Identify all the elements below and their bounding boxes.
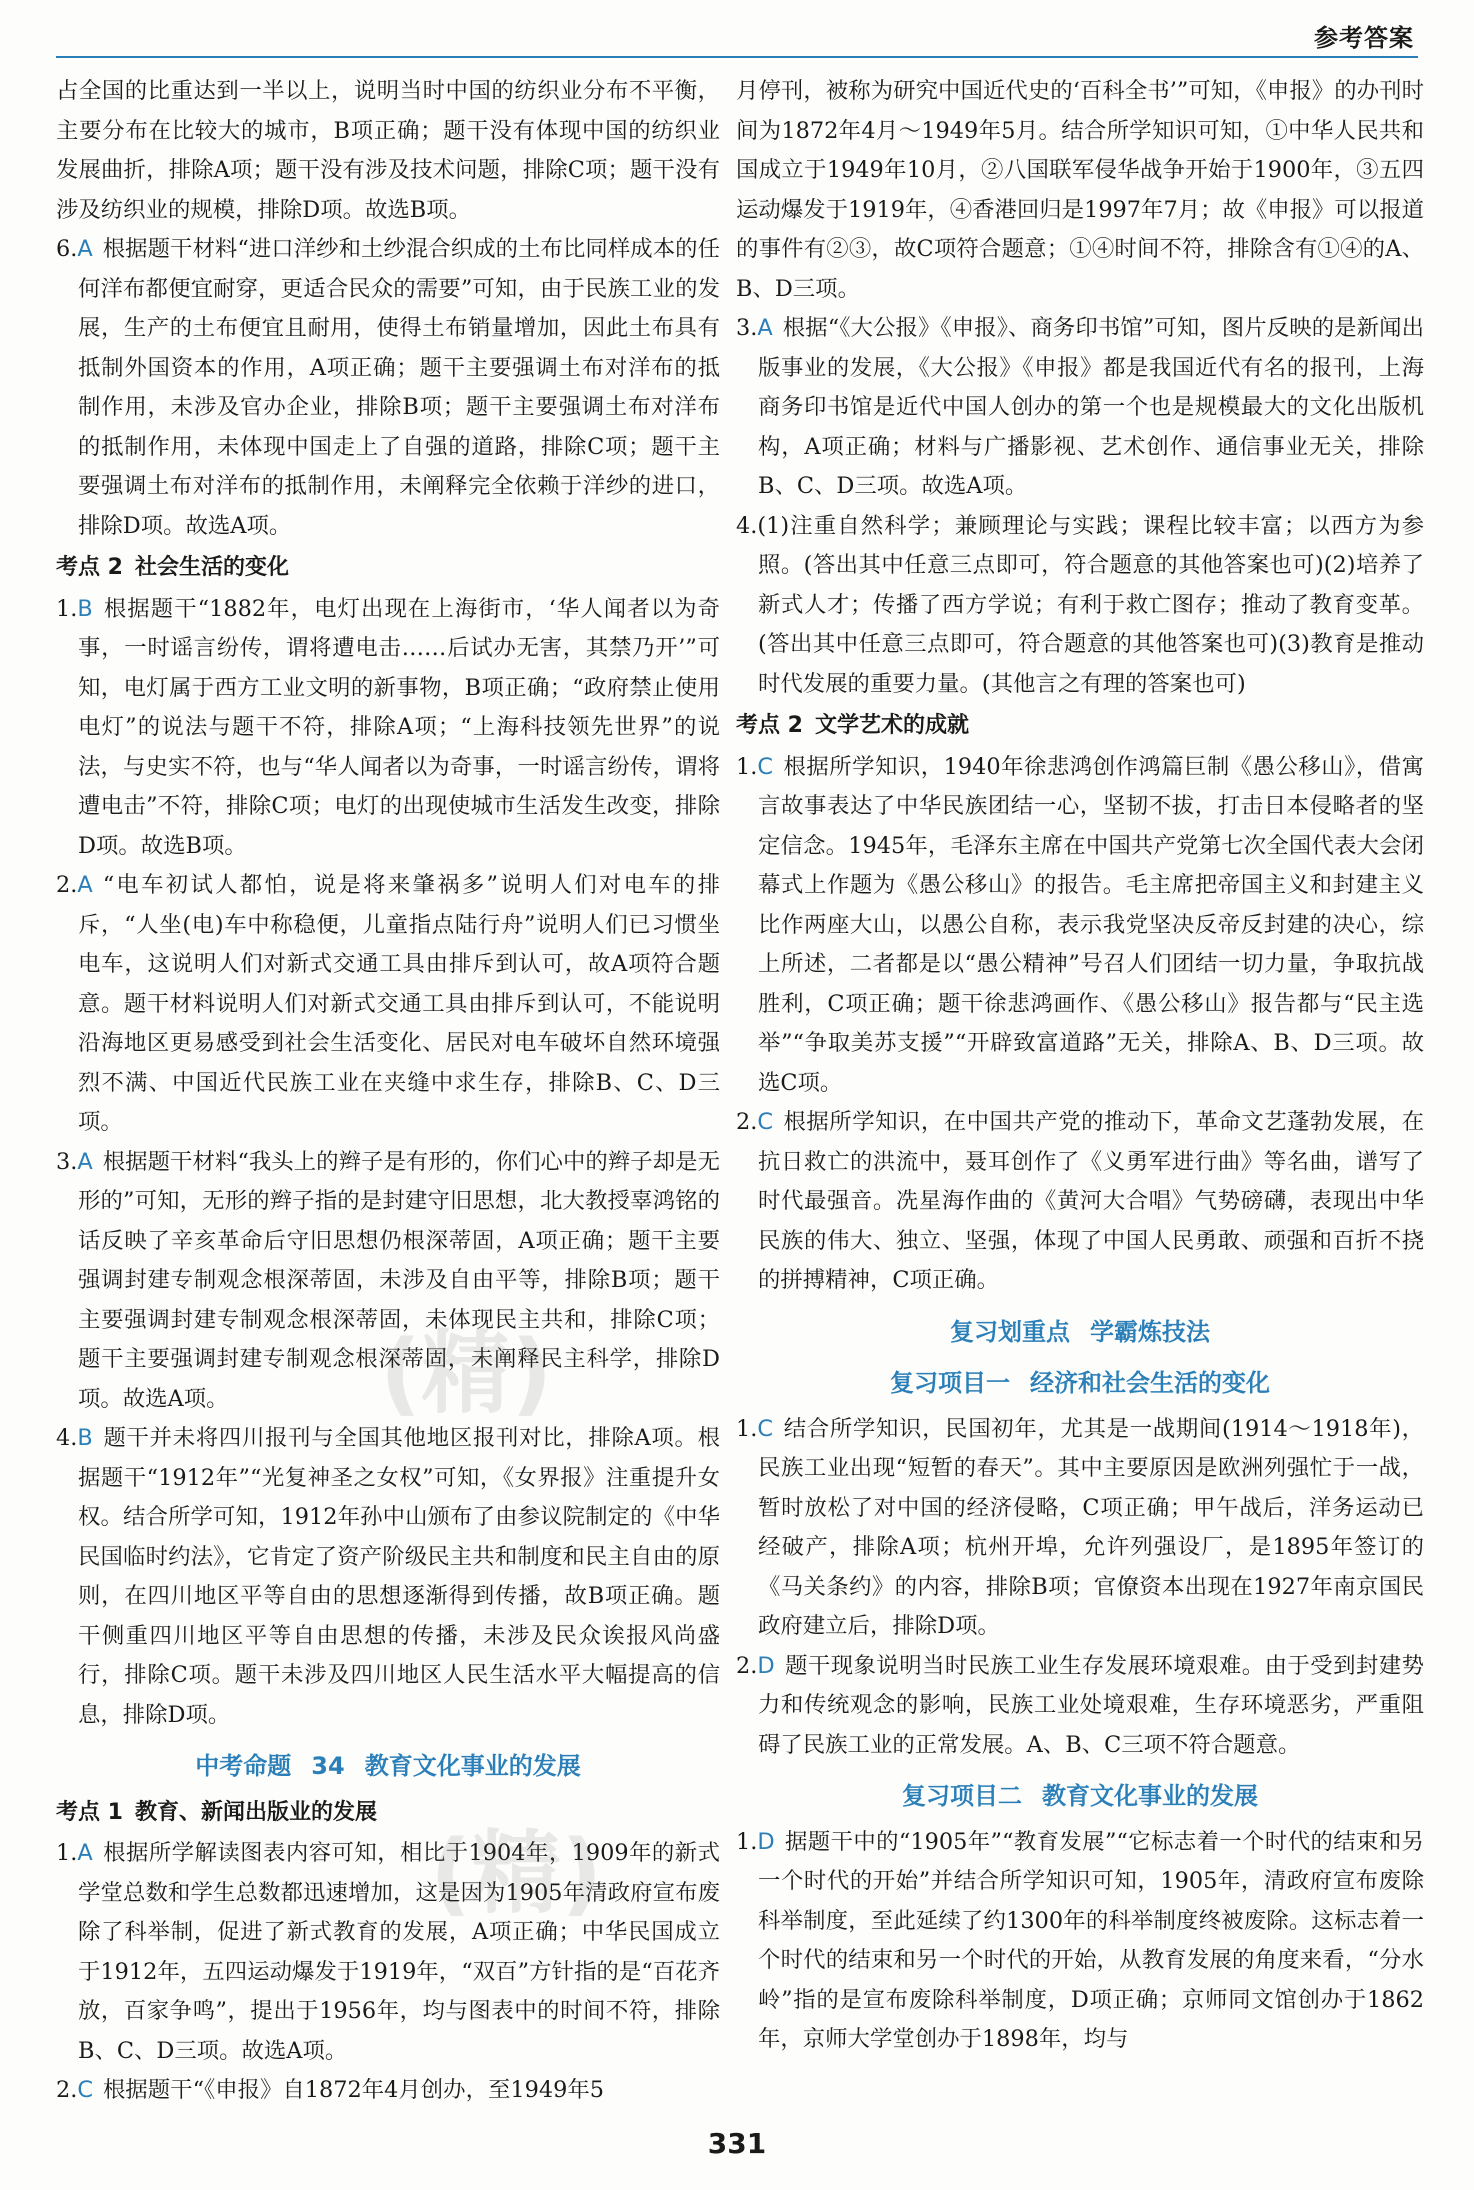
- watermark: (精): [380, 1321, 553, 1426]
- question-4: 4.B 题干并未将四川报刊与全国其他地区报刊对比，排除A项。根据题干“1912年”“光复神圣之女权”可知，《女界报》注重提升女权。结合所学可知，1912年孙中山颁布了由参议院制定的《中华民国临时约法》，它肯定了资产阶级民主共和制度和民主自由的原则，在四川地区平等自由的思想逐渐得到传播，故B项正确。题干侧重四川地区平等自由思想的传播，未涉及民众诶报风尚盛行，排除C项。题干未涉及四川地区人民生活水平大幅提高的信息，排除D项。: [56, 1425, 720, 1728]
- answer-letter: A: [757, 315, 773, 341]
- question-3: 3.A 根据题干材料“我头上的辫子是有形的，你们心中的辫子却是无形的”可知，无形的辫子指的是封建守旧思想，北大教授辜鸿铭的话反映了辛亥革命后守旧思想仍根深蒂固，A项正确；题干主要强调封建专制观念根深蒂固，未涉及自由平等，排除B项；题干主要强调封建专制观念根深蒂固，未体现民主共和，排除C项；题干主要强调封建专制观念根深蒂固，未阐释民主科学，排除D项。故选A项。: [56, 1148, 720, 1412]
- question-1: 1.D 据题干中的“1905年”“教育发展”“它标志着一个时代的结束和另一个时代的开始”并结合所学知识可知，1905年，清政府宣布废除科举制度，至此延续了约1300年的科举制度终被废除。这标志着一个时代的结束和另一个时代的开始，从教育发展的角度来看，“分水岭”指的是宣布废除科举制度，D项正确；京师同文馆创办于1862年，京师大学堂创办于1898年，均与: [736, 1828, 1424, 2052]
- kaodian-heading: 考点 1 教育、新闻出版业的发展: [56, 1799, 377, 1825]
- answer-letter: D: [757, 1652, 775, 1679]
- question-1: 1.B 根据题干“1882年，电灯出现在上海街市，‘华人闻者以为奇事，一时谣言纷传，谓将遭电击……后试办无害，其禁乃开’”可知，电灯属于西方工业文明的新事物，B项正确；“政府禁止使用电灯”的说法与题干不符，排除A项；“上海科技领先世界”的说法，与史实不符，也与“华人闻者以为奇事，一时谣言纷传，谓将遭电击”不符，排除C项；电灯的出现使城市生活发生改变，排除D项。故选B项。: [56, 595, 720, 859]
- kaodian-heading: 考点 2 社会生活的变化: [56, 555, 289, 580]
- answer-letter: A: [77, 872, 93, 898]
- right-intro: 月停刊，被称为研究中国近代史的‘百科全书’”可知，《申报》的办刊时间为1872年4月～1949年5月。结合所学知识可知，①中华人民共和国成立于1949年10月，②八国联军侵华战争开始于1900年，③五四运动爆发于1919年，④香港回归是1997年7月；故《申报》可以报道的事件有②③，故C项符合题意；①④时间不符，排除含有①④的A、B、D三项。: [736, 78, 1424, 302]
- question-6: 6.A 根据题干材料“进口洋纱和土纱混合织成的土布比同样成本的任何洋布都便宜耐穿，更适合民众的需要”可知，由于民族工业的发展，生产的土布便宜且耐用，使得土布销量增加，因此土布具有抵制外国资本的作用，A项正确；题干主要强调土布对洋布的抵制作用，未涉及官办企业，排除B项；题干主要强调土布对洋布的抵制作用，未体现中国走上了自强的道路，排除C项；题干主要强调土布对洋布的抵制作用，未阐释完全依赖于洋纱的进口，排除D项。故选A项。: [56, 236, 720, 539]
- section-title-project-1: 复习项目一 经济和社会生活的变化: [890, 1369, 1270, 1397]
- answer-letter: C: [757, 1415, 774, 1442]
- question-1: 1.C 结合所学知识，民国初年，尤其是一战期间(1914～1918年)，民族工业出现“短暂的春天”。其中主要原因是欧洲列强忙于一战，暂时放松了对中国的经济侵略，C项正确；甲午战后，洋务运动已经破产，排除A项；杭州开埠，允许列强设厂，是1895年签订的《马关条约》的内容，排除B项；官僚资本出现在1927年南京国民政府建立后，排除D项。: [736, 1415, 1424, 1639]
- section-title-review: 复习划重点 学霸炼技法: [950, 1317, 1210, 1346]
- answer-letter: C: [757, 1109, 774, 1135]
- right-column: [736, 72, 1424, 2060]
- question-2: 2.D 题干现象说明当时民族工业生存发展环境艰难。由于受到封建势力和传统观念的影响，民族工业处境艰难，生存环境恶劣，严重阻碍了民族工业的正常发展。A、B、C三项不符合题意。: [736, 1652, 1424, 1758]
- question-1: 1.A 根据所学解读图表内容可知，相比于1904年，1909年的新式学堂总数和学生总数都迅速增加，这是因为1905年清政府宣布废除了科举制，促进了新式教育的发展，A项正确；中华民国成立于1912年，五四运动爆发于1919年，“双百”方针指的是“百花齐放，百家争鸣”，提出于1956年，均与图表中的时间不符，排除B、C、D三项。故选A项。: [56, 1840, 720, 2064]
- answer-letter: A: [77, 1148, 93, 1175]
- question-1: 1.C 根据所学知识，1940年徐悲鸿创作鸿篇巨制《愚公移山》，借寓言故事表达了中华民族团结一心，坚韧不拔，打击日本侵略者的坚定信念。1945年，毛泽东主席在中国共产党第七次全国代表大会闭幕式上作题为《愚公移山》的报告。毛主席把帝国主义和封建主义比作两座大山，以愚公自称，表示我党坚决反帝反封建的决心，综上所述，二者都是以“愚公精神”号召人们团结一切力量，争取抗战胜利，C项正确；题干徐悲鸿画作、《愚公移山》报告都与“民主选举”“争取美苏支援”“开辟致富道路”无关，排除A、B、D三项。故选C项。: [736, 753, 1424, 1096]
- question-2: 2.A “电车初试人都怕，说是将来肇祸多”说明人们对电车的排斥，“人坐(电)车中称稳便，儿童指点陆行舟”说明人们已习惯坐电车，这说明人们对新式交通工具由排斥到认可，故A项符合题意。题干材料说明人们对新式交通工具由排斥到认可，不能说明沿海地区更易感受到社会生活变化、居民对电车破坏自然环境强烈不满、中国近代民族工业在夹缝中求生存，排除B、C、D三项。: [56, 872, 720, 1135]
- answer-letter: A: [77, 1840, 93, 1866]
- section-title-34: 中考命题 34 教育文化事业的发展: [195, 1752, 581, 1780]
- answer-letter: C: [757, 753, 774, 780]
- page-number: 331: [707, 2127, 767, 2160]
- header-label: 参考答案: [1314, 24, 1414, 52]
- answer-letter: B: [77, 595, 93, 622]
- question-3: 3.A 根据“《大公报》《申报》、商务印书馆”可知，图片反映的是新闻出版事业的发展，《大公报》《申报》都是我国近代有名的报刊，上海商务印书馆是近代中国人创办的第一个也是规模最大的文化出版机构，A项正确；材料与广播影视、艺术创作、通信事业无关，排除B、C、D三项。故选A项。: [736, 315, 1424, 499]
- header-rule: [56, 56, 1418, 58]
- watermark: (精): [430, 1821, 603, 1926]
- question-4: 4.(1)注重自然科学；兼顾理论与实践；课程比较丰富；以西方为参照。(答出其中任意三点即可，符合题意的其他答案也可)(2)培养了新式人才；传播了西方学说；有利于救亡图存；推动了教育变革。(答出其中任意三点即可，符合题意的其他答案也可)(3)教育是推动时代发展的重要力量。(其他言之有理的答案也可): [736, 512, 1424, 697]
- answer-letter: B: [77, 1425, 93, 1451]
- kaodian-heading: 考点 2 文学艺术的成就: [736, 713, 969, 738]
- left-column: [56, 72, 720, 2111]
- answer-letter: D: [757, 1828, 775, 1855]
- answer-letter: C: [77, 2077, 94, 2103]
- left-intro: 占全国的比重达到一半以上，说明当时中国的纺织业分布不平衡，主要分布在比较大的城市，B项正确；题干没有体现中国的纺织业发展曲折，排除A项；题干没有涉及技术问题，排除C项；题干没有涉及纺织业的规模，排除D项。故选B项。: [56, 78, 720, 223]
- answer-letter: A: [77, 236, 93, 262]
- question-2: 2.C 根据题干“《申报》自1872年4月创办，至1949年5: [56, 2077, 604, 2103]
- section-title-project-2: 复习项目二 教育文化事业的发展: [902, 1782, 1258, 1810]
- question-2: 2.C 根据所学知识，在中国共产党的推动下，革命文艺蓬勃发展，在抗日救亡的洪流中，聂耳创作了《义勇军进行曲》等名曲，谱写了时代最强音。冼星海作曲的《黄河大合唱》气势磅礴，表现出中华民族的伟大、独立、坚强，体现了中国人民勇敢、顽强和百折不挠的拼搏精神，C项正确。: [736, 1109, 1424, 1293]
